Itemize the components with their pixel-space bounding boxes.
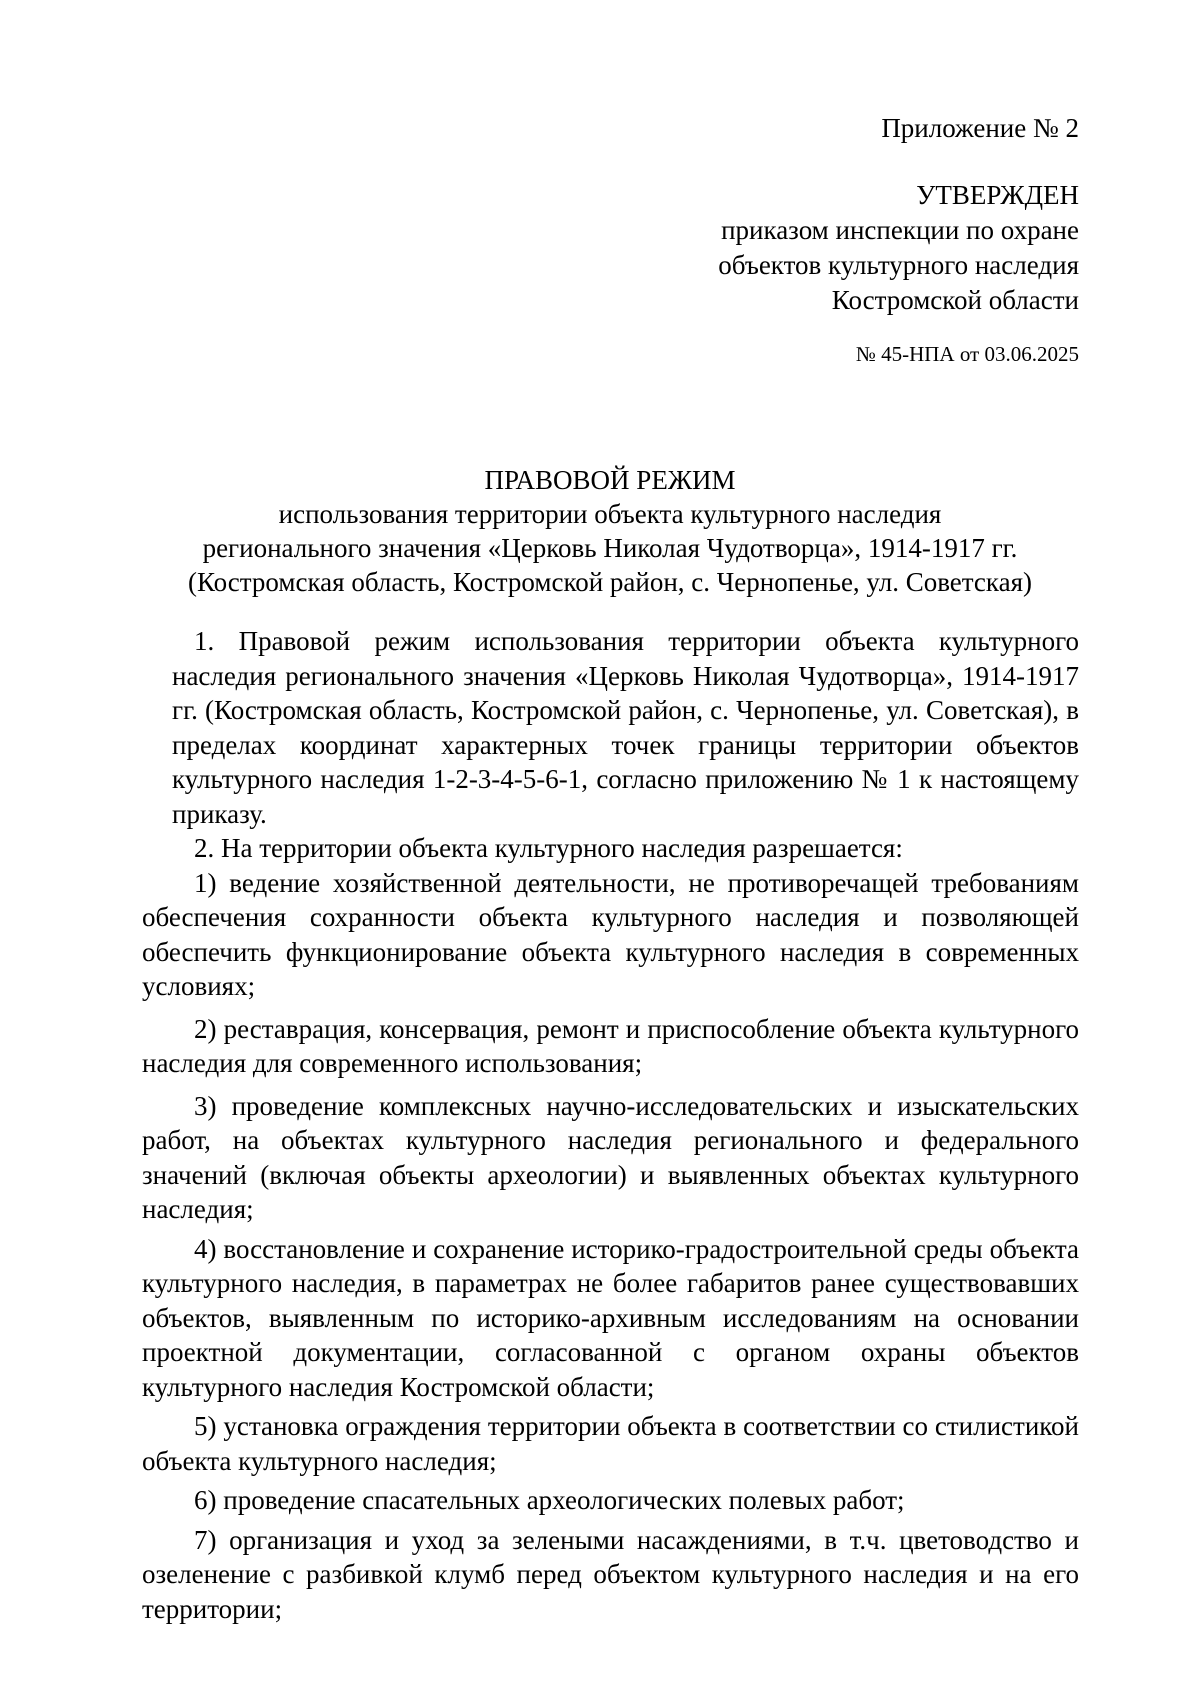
document-title [140, 463, 1080, 599]
title-heading: ПРАВОВОЙ РЕЖИМ [484, 465, 736, 495]
document-body [142, 624, 1079, 1626]
paragraph: 1. Правовой режим использования территории объекта культурного наследия регионального значения «Церковь Николая Чудотворца», 1914-1917 гг. (Костромская область, Костромской район, с. Чернопенье, ул. Советская), в пределах координат характерных точек границы территории объектов культурного наследия 1-2-3-4-5-6-1, согласно приложению № 1 к настоящему приказу. [172, 626, 1079, 829]
approval-block [718, 178, 1079, 318]
order-number: № 45-НПА от 03.06.2025 [855, 342, 1079, 366]
list-item: 3) проведение комплексных научно-исследовательских и изыскательских работ, на объектах культурного наследия регионального и федерального значений (включая объекты археологии) и выявленных объектах культурного наследия; [142, 1090, 1079, 1224]
appendix-label: Приложение № 2 [881, 113, 1079, 143]
approved-by-line: Костромской области [831, 285, 1079, 315]
list-item: 7) организация и уход за зелеными насаждениями, в т.ч. цветоводство и озеленение с разбивкой клумб перед объектом культурного наследия и на его территории; [142, 1524, 1079, 1624]
approved-by-line: объектов культурного наследия [718, 250, 1079, 280]
list-item: 1) ведение хозяйственной деятельности, не противоречащей требованиям обеспечения сохранности объекта культурного наследия и позволяющей обеспечить функционирование объекта культурного наследия в современных условиях; [142, 867, 1079, 1001]
list-item: 2) реставрация, консервация, ремонт и приспособление объекта культурного наследия для современного использования; [142, 1013, 1079, 1078]
title-line: регионального значения «Церковь Николая Чудотворца», 1914-1917 гг. [202, 533, 1018, 563]
paragraph: 2. На территории объекта культурного наследия разрешается: [194, 833, 903, 863]
list-item: 4) восстановление и сохранение историко-градостроительной среды объекта культурного наследия, в параметрах не более габаритов ранее существовавших объектов, выявленным по историко-архивным исследованиям на основании проектной документации, согласованной с органом охраны объектов культурного наследия Костромской области; [142, 1233, 1079, 1402]
approved-by-line: приказом инспекции по охране [721, 215, 1079, 245]
list-item: 5) установка ограждения территории объекта в соответствии со стилистикой объекта культурного наследия; [142, 1411, 1079, 1476]
approved-stamp-text: УТВЕРЖДЕН [916, 180, 1079, 210]
title-line: (Костромская область, Костромской район, с. Чернопенье, ул. Советская) [187, 567, 1033, 597]
list-item: 6) проведение спасательных археологических полевых работ; [194, 1485, 905, 1515]
title-line: использования территории объекта культурного наследия [278, 499, 942, 529]
